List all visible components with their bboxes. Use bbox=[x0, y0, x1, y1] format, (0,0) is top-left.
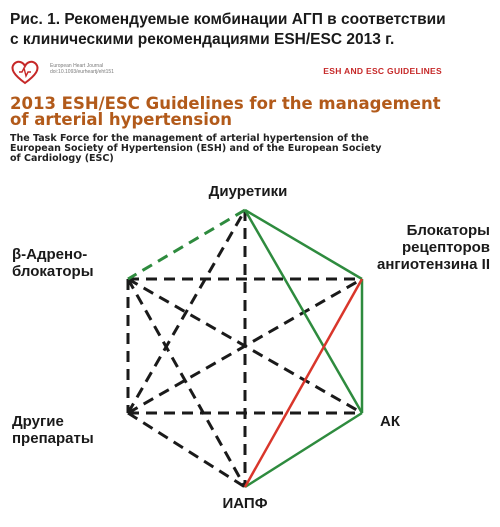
subtitle-line-3: of Cardiology (ESC) bbox=[10, 153, 114, 164]
journal-name: European Heart Journal bbox=[50, 63, 104, 69]
caption-line-1: Рис. 1. Рекомендуемые комбинации АГП в соответствии bbox=[10, 11, 446, 28]
node-arb-line-2: рецепторов bbox=[402, 239, 490, 256]
journal-doi: doi:10.1093/eurheartj/eht151 bbox=[50, 69, 114, 75]
edge-other-acei bbox=[128, 413, 245, 487]
node-bb-line-2: блокаторы bbox=[12, 263, 94, 280]
guidelines-title-line-2: of arterial hypertension bbox=[10, 110, 232, 129]
subtitle-line-2: European Society of Hypertension (ESH) and of the European Society bbox=[10, 143, 382, 154]
edge-diuretics-bb bbox=[128, 210, 245, 279]
guidelines-label: ESH AND ESC GUIDELINES bbox=[323, 66, 442, 76]
node-arb-line-1: Блокаторы bbox=[406, 222, 490, 239]
node-bb-line-1: β-Адрено- bbox=[12, 246, 88, 263]
caption-line-2: с клиническими рекомендациями ESH/ESC 2013 г. bbox=[10, 31, 395, 48]
subtitle-line-1: The Task Force for the management of arterial hypertension of the bbox=[10, 133, 369, 144]
node-angiotensin-receptor-blockers bbox=[320, 222, 490, 273]
node-calcium-antagonists: АК bbox=[380, 413, 400, 430]
node-other-line-2: препараты bbox=[12, 430, 94, 447]
guidelines-title-line-1: 2013 ESH/ESC Guidelines for the management bbox=[10, 94, 441, 113]
node-other-line-1: Другие bbox=[12, 413, 64, 430]
node-beta-blockers bbox=[12, 246, 122, 280]
node-other-drugs bbox=[12, 413, 122, 447]
node-ace-inhibitors: ИАПФ bbox=[222, 495, 268, 512]
node-diuretics: Диуретики bbox=[208, 183, 288, 200]
node-arb-line-3: ангиотензина II bbox=[377, 256, 490, 273]
edge-ca-acei bbox=[245, 413, 362, 487]
